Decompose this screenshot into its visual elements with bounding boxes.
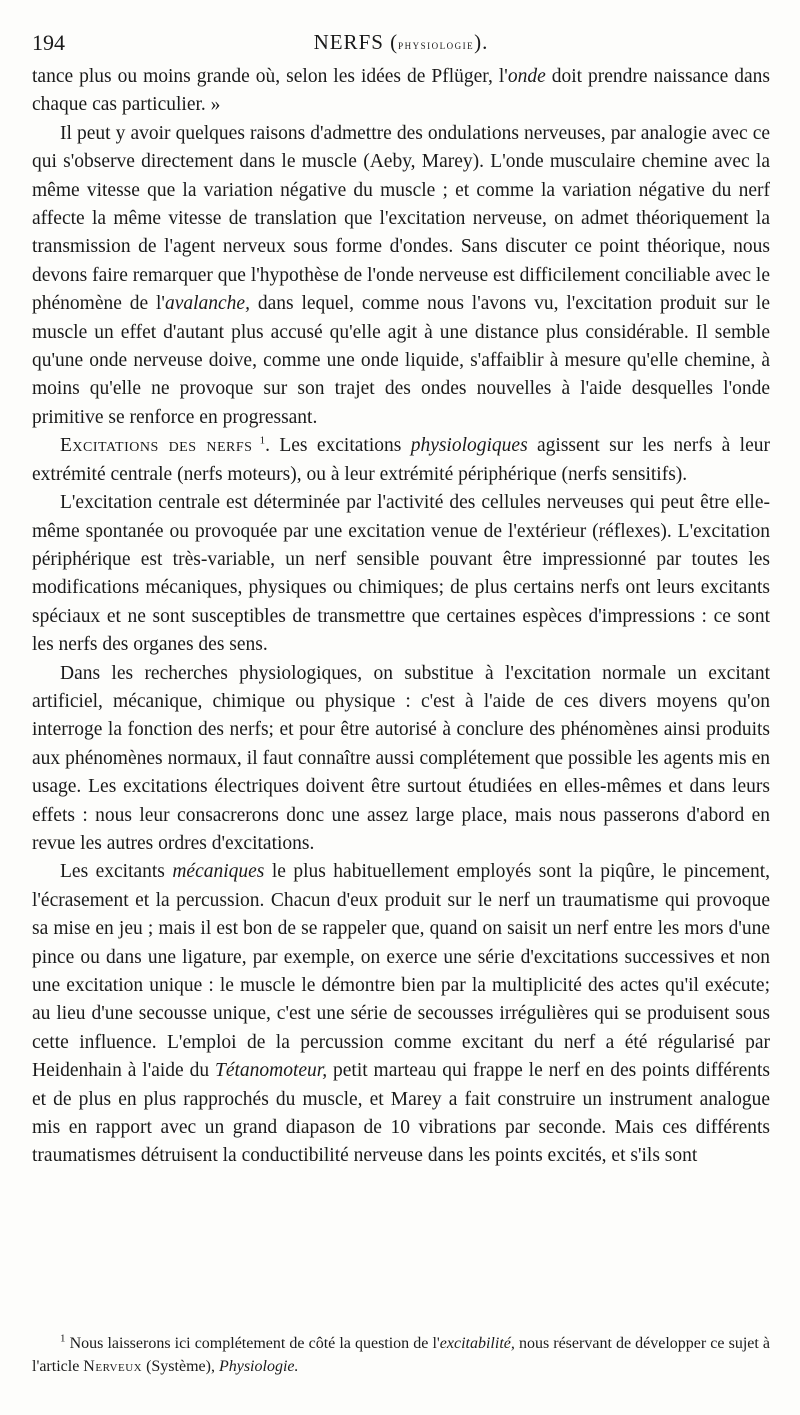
text-run: L'excitation centrale est déterminée par l'activité des cellules nerveuses qui peut être elle-même spontanée ou provoquée par une excitation venue de l'extérieur (réflexes). L'excitation périphérique est très-variable, un nerf sensible pouvant être impressionné par toutes les modifications mécaniques, physiques ou chimiques; de plus certains nerfs ont leurs excitants spéciaux et ne sont susceptibles de transmettre que certaines espèces d'impressions : ce sont les nerfs des organes des sens. xyxy=(32,492,770,656)
italic-text: physiologiques xyxy=(410,435,528,457)
text-run: tance plus ou moins grande où, selon les idées de Pflüger, l' xyxy=(32,66,508,87)
footnote-marker: 1 xyxy=(60,1332,66,1345)
running-title-sub-close: ). xyxy=(474,30,489,54)
paragraph xyxy=(32,858,770,1170)
small-caps-text: Nerveux xyxy=(83,1358,143,1375)
paragraph xyxy=(32,120,770,432)
text-run: Il peut y avoir quelques raisons d'admettre des ondulations nerveuses, par analogie avec ce qui s'observe directement dans le muscle (Aeby, Marey). L'onde musculaire chemine avec la même vitesse que la variation négative du muscle ; et comme la variation négative du nerf affecte la même vitesse de translation que l'excitation nerveuse, on admet théoriquement la transmission de l'agent nerveux sous forme d'ondes. Sans discuter ce point théorique, nous devons faire remarquer que l'hypothèse de l'onde nerveuse est difficilement conciliable avec le phénomène de l' xyxy=(32,122,770,315)
italic-text: excitabilité, xyxy=(439,1335,515,1352)
page-number: 194 xyxy=(32,30,65,55)
text-run: Nous laisserons ici complétement de côté la question de l' xyxy=(65,1335,440,1352)
footnote-marker: 1 xyxy=(252,434,266,447)
text-run: (Système), xyxy=(142,1358,219,1375)
running-title xyxy=(32,30,770,55)
text-run: . Les excitations xyxy=(265,435,411,457)
body-text xyxy=(32,63,770,1171)
small-caps-text: Excitations des nerfs xyxy=(60,435,253,457)
text-run: le plus habituellement employés sont la piqûre, le pincement, l'écrasement et la percussion. Chacun d'eux produit sur le nerf un traumatisme qui provoque sa mise en jeu ; mais il est bon de se rappeler que, quand on saisit un nerf entre les mors d'une pince ou dans une ligature, par exemple, on exerce une série d'excitations successives et non une excitation unique : le muscle le démontre bien par la multiplicité des actes qu'il exécute; au lieu d'une secousse unique, c'est une série de secousses irrégulières qui se produisent sous cette influence. L'emploi de la percussion comme excitant du nerf a été régularisé par Heidenhain à l'aide du xyxy=(32,861,770,1082)
italic-text: Physiologie. xyxy=(218,1358,299,1375)
text-run: nous réservant de développer ce sujet à l'article xyxy=(32,1335,771,1375)
paragraph xyxy=(32,63,770,120)
text-run: dans lequel, comme nous l'avons vu, l'excitation produit sur le muscle un effet d'autant plus accusé qu'elle agit à une distance plus considérable. Il semble qu'une onde nerveuse doive, comme une onde liquide, s'affaiblir à mesure qu'elle chemine, à moins qu'elle ne provoque sur son trajet des ondes nouvelles à l'aide desquelles l'onde primitive se renforce en progressant. xyxy=(32,293,770,428)
paragraph xyxy=(32,489,770,659)
running-title-sub: physiologie xyxy=(398,37,475,52)
italic-text: onde xyxy=(507,66,546,87)
italic-text: mécaniques xyxy=(172,861,265,883)
running-title-sub-open: ( xyxy=(390,30,399,54)
footnote xyxy=(32,1332,770,1378)
paragraph xyxy=(32,660,770,859)
text-run: agissent sur les nerfs à leur extrémité centrale (nerfs moteurs), ou à leur extrémité périphérique (nerfs sensitifs). xyxy=(32,435,770,485)
text-run: Dans les recherches physiologiques, on substitue à l'excitation normale un excitant artificiel, mécanique, chimique ou physique : c'est à l'aide de ces divers moyens qu'on interroge la fonction des nerfs; et pour être autorisé à conclure des phénomènes ainsi produits aux phénomènes normaux, il faut connaître aussi complétement que possible les agents mis en usage. Les excitations électriques doivent être surtout étudiées en elles-mêmes et dans leurs effets : nous leur consacrerons donc une assez large place, mais nous passerons d'abord en revue les autres ordres d'excitations. xyxy=(32,662,770,854)
text-run: petit marteau qui frappe le nerf en des points différents et de plus en plus rapprochés du muscle, et Marey a fait construire un instrument analogue mis en rapport avec un grand diapason de 10 vibrations par seconde. Mais ces différents traumatismes détruisent la conductibilité nerveuse dans les points excités, et s'ils sont xyxy=(32,1060,770,1167)
italic-text: Tétanomoteur, xyxy=(214,1060,328,1082)
running-title-main: NERFS xyxy=(313,30,384,54)
text-run: doit prendre naissance dans chaque cas particulier. » xyxy=(32,66,771,116)
text-run: Les excitants xyxy=(60,861,173,883)
italic-text: avalanche, xyxy=(164,293,250,315)
running-header xyxy=(32,22,770,62)
section-paragraph xyxy=(32,432,770,489)
